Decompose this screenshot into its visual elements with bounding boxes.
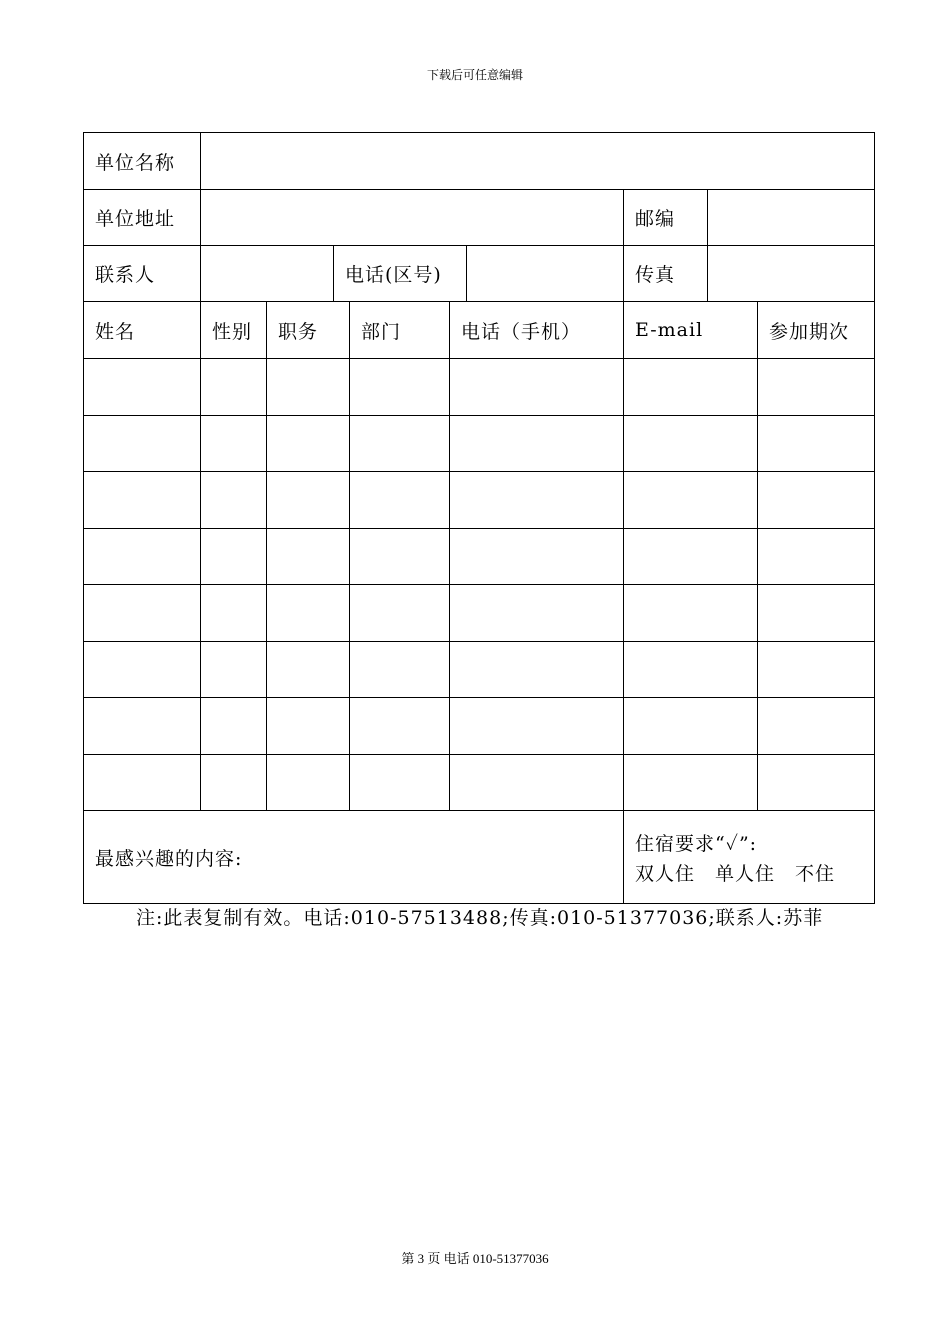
attendee-gender-cell[interactable] bbox=[200, 528, 266, 585]
attendee-email-cell[interactable] bbox=[623, 754, 757, 811]
attendee-department-cell[interactable] bbox=[349, 528, 449, 585]
attendee-gender-cell[interactable] bbox=[200, 471, 266, 528]
accommodation-label: 住宿要求“✓”: bbox=[635, 832, 758, 855]
page-footer: 第 3 页 电话 010-51377036 bbox=[401, 1251, 549, 1266]
attendee-department-cell[interactable] bbox=[349, 697, 449, 754]
column-header-department: 部门 bbox=[349, 301, 449, 358]
postcode-field[interactable] bbox=[707, 189, 875, 245]
attendee-name-cell[interactable] bbox=[83, 584, 200, 641]
attendee-department-cell[interactable] bbox=[349, 754, 449, 811]
company-name-label: 单位名称 bbox=[83, 132, 200, 189]
company-name-field[interactable] bbox=[200, 132, 875, 189]
attendee-department-cell[interactable] bbox=[349, 641, 449, 698]
attendee-name-cell[interactable] bbox=[83, 528, 200, 585]
registration-form bbox=[83, 132, 875, 904]
attendee-name-cell[interactable] bbox=[83, 754, 200, 811]
phone-area-label: 电话(区号) bbox=[333, 245, 466, 301]
attendee-gender-cell[interactable] bbox=[200, 641, 266, 698]
attendee-department-cell[interactable] bbox=[349, 471, 449, 528]
attendee-gender-cell[interactable] bbox=[200, 358, 266, 415]
attendee-name-cell[interactable] bbox=[83, 358, 200, 415]
attendee-position-cell[interactable] bbox=[266, 528, 349, 585]
postcode-label: 邮编 bbox=[623, 189, 707, 245]
contact-label: 联系人 bbox=[83, 245, 200, 301]
attendee-position-cell[interactable] bbox=[266, 754, 349, 811]
attendee-mobile-cell[interactable] bbox=[449, 415, 623, 472]
company-address-field[interactable] bbox=[200, 189, 623, 245]
column-header-email: E-mail bbox=[623, 301, 757, 358]
attendee-position-cell[interactable] bbox=[266, 471, 349, 528]
attendee-position-cell[interactable] bbox=[266, 697, 349, 754]
attendee-department-cell[interactable] bbox=[349, 358, 449, 415]
accommodation-cell[interactable] bbox=[623, 810, 875, 904]
attendee-name-cell[interactable] bbox=[83, 697, 200, 754]
column-header-session: 参加期次 bbox=[757, 301, 875, 358]
attendee-session-cell[interactable] bbox=[757, 697, 875, 754]
fax-field[interactable] bbox=[707, 245, 875, 301]
attendee-gender-cell[interactable] bbox=[200, 754, 266, 811]
attendee-gender-cell[interactable] bbox=[200, 697, 266, 754]
attendee-position-cell[interactable] bbox=[266, 641, 349, 698]
attendee-name-cell[interactable] bbox=[83, 471, 200, 528]
form-note: 注:此表复制有效。电话:010-57513488;传真:010-51377036;联系人:苏菲 bbox=[136, 907, 824, 929]
attendee-position-cell[interactable] bbox=[266, 415, 349, 472]
phone-area-field[interactable] bbox=[466, 245, 623, 301]
attendee-email-cell[interactable] bbox=[623, 641, 757, 698]
attendee-mobile-cell[interactable] bbox=[449, 358, 623, 415]
column-header-gender: 性别 bbox=[200, 301, 266, 358]
attendee-mobile-cell[interactable] bbox=[449, 697, 623, 754]
company-address-label: 单位地址 bbox=[83, 189, 200, 245]
attendee-email-cell[interactable] bbox=[623, 358, 757, 415]
attendee-session-cell[interactable] bbox=[757, 471, 875, 528]
column-header-name: 姓名 bbox=[83, 301, 200, 358]
attendee-position-cell[interactable] bbox=[266, 358, 349, 415]
fax-label: 传真 bbox=[623, 245, 707, 301]
page-header: 下载后可任意编辑 bbox=[426, 68, 523, 82]
attendee-session-cell[interactable] bbox=[757, 415, 875, 472]
interest-label: 最感兴趣的内容: bbox=[95, 848, 243, 870]
attendee-mobile-cell[interactable] bbox=[449, 528, 623, 585]
attendee-gender-cell[interactable] bbox=[200, 584, 266, 641]
attendee-mobile-cell[interactable] bbox=[449, 754, 623, 811]
attendee-email-cell[interactable] bbox=[623, 584, 757, 641]
interest-cell[interactable] bbox=[83, 810, 623, 904]
attendee-email-cell[interactable] bbox=[623, 471, 757, 528]
attendee-gender-cell[interactable] bbox=[200, 415, 266, 472]
contact-field[interactable] bbox=[200, 245, 333, 301]
attendee-session-cell[interactable] bbox=[757, 754, 875, 811]
attendee-mobile-cell[interactable] bbox=[449, 584, 623, 641]
column-header-position: 职务 bbox=[266, 301, 349, 358]
accommodation-options: 双人住 单人住 不住 bbox=[635, 862, 836, 885]
attendee-email-cell[interactable] bbox=[623, 697, 757, 754]
attendee-position-cell[interactable] bbox=[266, 584, 349, 641]
attendee-session-cell[interactable] bbox=[757, 641, 875, 698]
attendee-mobile-cell[interactable] bbox=[449, 471, 623, 528]
attendee-name-cell[interactable] bbox=[83, 641, 200, 698]
column-header-mobile: 电话（手机） bbox=[449, 301, 623, 358]
attendee-department-cell[interactable] bbox=[349, 415, 449, 472]
attendee-department-cell[interactable] bbox=[349, 584, 449, 641]
attendee-email-cell[interactable] bbox=[623, 415, 757, 472]
attendee-email-cell[interactable] bbox=[623, 528, 757, 585]
attendee-session-cell[interactable] bbox=[757, 528, 875, 585]
attendee-session-cell[interactable] bbox=[757, 358, 875, 415]
attendee-session-cell[interactable] bbox=[757, 584, 875, 641]
attendee-name-cell[interactable] bbox=[83, 415, 200, 472]
attendee-mobile-cell[interactable] bbox=[449, 641, 623, 698]
